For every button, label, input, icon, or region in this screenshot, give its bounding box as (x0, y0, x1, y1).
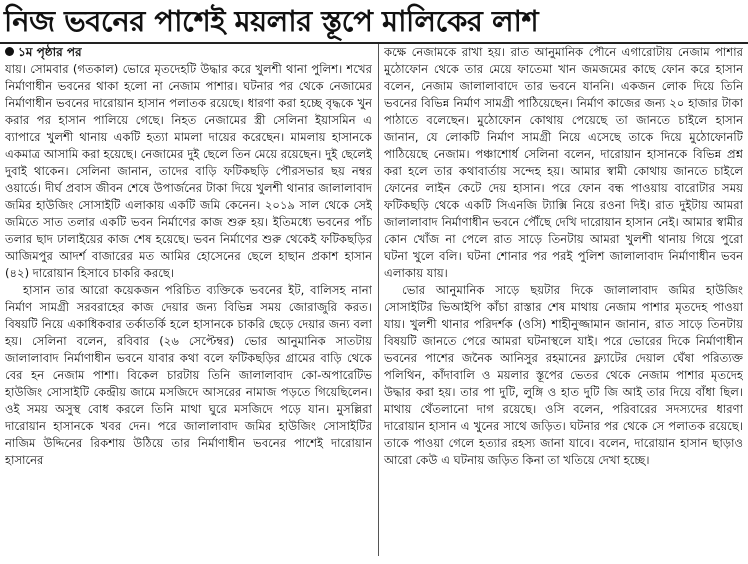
headline: নিজ ভবনের পাশেই ময়লার স্তূপে মালিকের লাশ (4, 4, 539, 38)
right-paragraph-2: ভোর আনুমানিক সাড়ে ছয়টার দিকে জালালাবাদ জমির হাউজিং সোসাইটির ভিআইপি কাঁচা রাস্তার শেষ মাথায় নেজাম পাশার মৃতদেহ পাওয়া যায়। খুলশী থানার পরিদর্শক (ওসি) শাহীনুজ্জামান জানান, রাত সাড়ে তিনটায় বিষয়টি জানতে পেরে আমরা ঘটনাস্থলে যাই। পরে ভোরের দিকে নির্মাণাধীন ভবনের পাশের জনৈক আনিসুর রহমানের ফ্ল্যাটের দেয়াল ঘেঁষা পরিত্যক্ত পলিথিন, কাঁদাবালি ও ময়লার স্তূপের ভেতর থেকে নেজাম পাশার মৃতদেহ উদ্ধার করা হয়। তার পা দুটি, লুঙ্গি ও হাত দুটি জি আই তার দিয়ে বাঁধা ছিল। মাথায় থেঁতলানো দাগ রয়েছে। ওসি বলেন, পরিবারের সদস্যদের ধারণা দারোয়ান হাসান এ খুনের সাথে জড়িত। ঘটনার পর থেকে সে পলাতক রয়েছে। তাকে পাওয়া গেলে হত্যার রহস্য জানা যাবে। বলেন, দারোয়ান হাসান ছাড়াও আরো কেউ এ ঘটনায় জড়িত কিনা তা খতিয়ে দেখা হচ্ছে। (384, 283, 743, 467)
continued-from-text: ১ম পৃষ্ঠার পর (18, 45, 82, 59)
left-paragraph-2: হাসান তার আরো কয়েকজন পরিচিত ব্যক্তিকে ভবনের ইট, বালিসহ নানা নির্মাণ সামগ্রী সরবরাহের কাজ দেয়ার জন্য বিভিন্ন সময় জোরাজুরি করত। বিষয়টি নিয়ে একাধিকবার তর্কাতর্কি হলে হাসানকে চাকরি ছেড়ে দেয়ার জন্য বলা হয়। সেলিনা বলেন, রবিবার (২৬ সেপ্টেম্বর) ভোর আনুমানিক সাতটায় জালালাবাদ নির্মাণাধীন ভবনে যাবার কথা বলে ফটিকছড়ির গ্রামের বাড়ি থেকে বের হন নেজাম পাশা। বিকেল চারটায় তিনি জালালাবাদ কো-অপারেটিভ হাউজিং সোসাইটি কেন্দ্রীয় জামে মসজিদে আসরের নামাজ পড়তে গিয়েছিলেন। ওই সময় অসুস্থ বোধ করলে তিনি মাথা ঘুরে মসজিদে পড়ে যান। মুসল্লিরা দারোয়ান হাসানকে খবর দেন। পরে জালালাবাদ জমির হাউজিং সোসাইটির নাজিম উদ্দিনের রিকশায় উঠিয়ে তার নির্মাণাধীন ভবনের পাশেই দারোয়ান হাসানের (5, 283, 372, 467)
bullet-icon (5, 47, 14, 56)
article-column-left (5, 44, 372, 560)
right-paragraph-1: কক্ষে নেজামকে রাখা হয়। রাত আনুমানিক পৌনে এগারোটায় নেজাম পাশার মুঠোফোন থেকে তার মেয়ে ফাতেমা খান জমজমের কাছে ফোন করে হাসান বলেন, নেজাম জালালাবাদে তার ভবনে যাননি। একজন লোক দিয়ে তিনি ভবনের বিভিন্ন নির্মাণ সামগ্রী পাঠিয়েছেন। নির্মাণ কাজের জন্য ২০ হাজার টাকা পাঠাতে বলেছেন। মুঠোফোন কোথায় পেয়েছে তা জানতে চাইলে হাসান জানান, যে লোকটি নির্মাণ সামগ্রী নিয়ে এসেছে তাকে দিয়ে মুঠোফোনটি পাঠিয়েছে নেজাম। পঞ্চাশোর্ধ সেলিনা বলেন, দারোয়ান হাসানকে বিভিন্ন প্রশ্ন করা হলে তার কথাবার্তায় সন্দেহ হয়। আমার স্বামী কোথায় জানতে চাইলে ফোনের লাইন কেটে দেয় হাসান। পরে ফোন বন্ধ পাওয়ায় বারোটার সময় ফটিকছড়ি থেকে একটি সিএনজি ট্যাক্সি নিয়ে রওনা দিই। রাত দুইটায় আমরা জালালাবাদ নির্মাণাধীন ভবনে পৌঁছে দেখি দারোয়ান হাসান নেই। আমার স্বামীর কোন খোঁজ না পেলে রাত সাড়ে তিনটায় আমরা খুলশী থানায় গিয়ে পুরো ঘটনা খুলে বলি। ঘটনা শোনার পর পরই পুলিশ জালালাবাদ নির্মাণাধীন ভবন এলাকায় যায়। (384, 45, 743, 280)
left-paragraph-1: যায়। সোমবার (গতকাল) ভোরে মৃতদেহটি উদ্ধার করে খুলশী থানা পুলিশ। শখের নির্মাণাধীন ভবনের থাকা হলো না নেজাম পাশার। ঘটনার পর থেকে নেজামের নির্মাণাধীন ভবনের দারোয়ান হাসান পলাতক রয়েছে। ধারণা করা হচ্ছে বৃদ্ধকে খুন করার পর হাসান পালিয়ে গেছে। নিহত নেজামের স্ত্রী সেলিনা ইয়াসমিন এ ব্যাপারে খুলশী থানায় একটি হত্যা মামলা দায়ের করেছেন। মামলায় হাসানকে একমাত্র আসামি করা হয়েছে। নেজামের দুই ছেলে তিন মেয়ে রয়েছেন। দুই ছেলেই দুবাই থাকেন। সেলিনা জানান, তাদের বাড়ি ফটিকছড়ি পৌরসভার ছয় নম্বর ওয়ার্ডে। দীর্ঘ প্রবাস জীবন শেষে উপার্জনের টাকা দিয়ে খুলশী থানার জালালাবাদ জমির হাউজিং সোসাইটি এলাকায় একটি জমি কেনেন। ২০১৯ সাল থেকে সেই জমিতে সাত তলার একটি ভবন নির্মাণের কাজ শুরু হয়। ইতিমধ্যে ভবনের পাঁচ তলার ছাদ ঢালাইয়ের কাজ শেষ হয়েছে। ভবন নির্মাণের শুরু থেকেই ফটিকছড়ির আজিমপুর আদর্শ বাজারের মত আমির হোসেনের ছেলে হাছান প্রকাশ হাসান (৪২) দারোয়ান হিসাবে চাকরি করছে। (5, 62, 372, 280)
article-column-right (384, 44, 743, 560)
column-divider (378, 44, 379, 556)
continued-from-label (5, 44, 372, 61)
